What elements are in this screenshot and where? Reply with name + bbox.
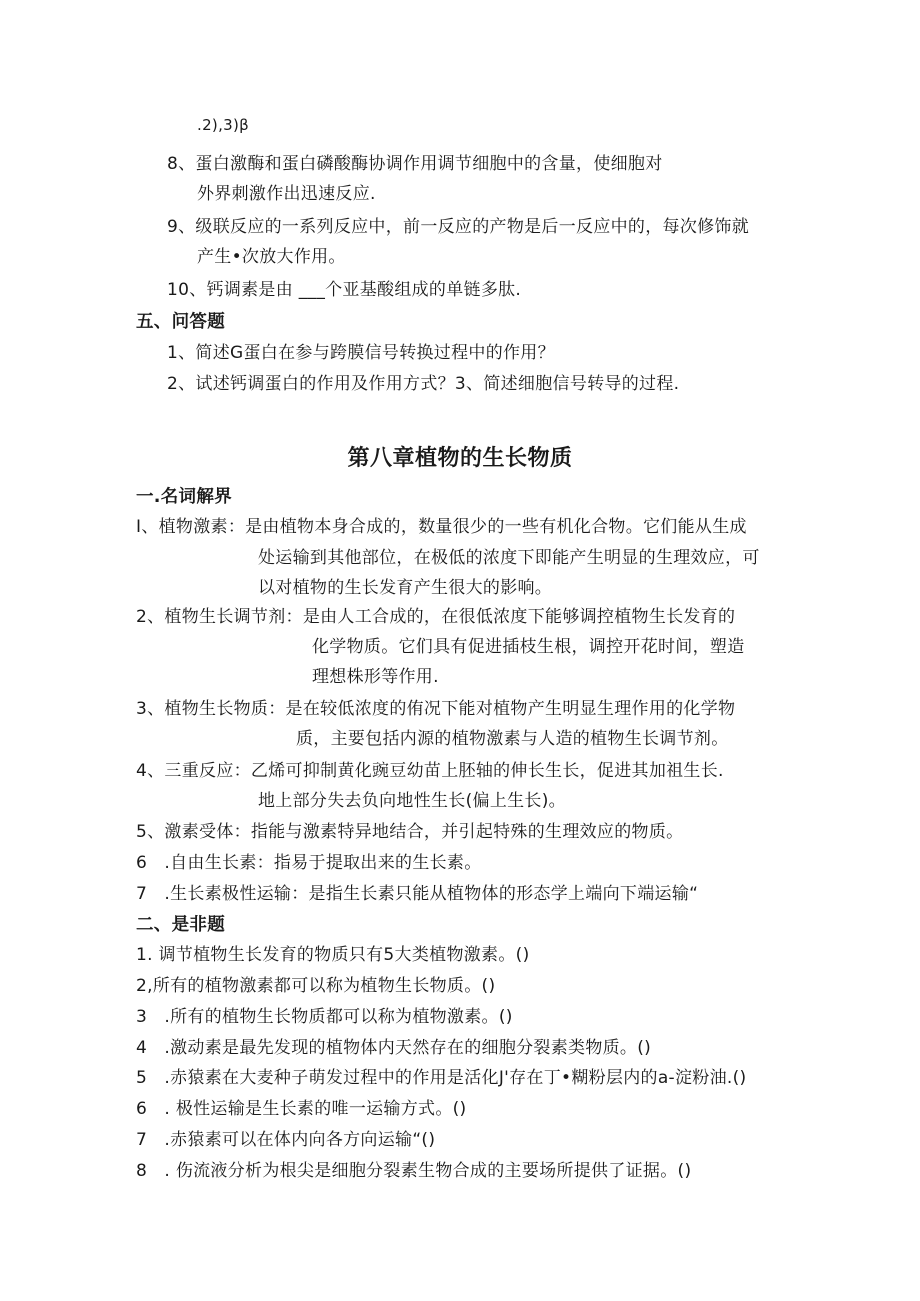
question-9-line-2: 产生•次放大作用。 xyxy=(197,247,346,267)
term-6: 6 .自由生长素：指易于提取出来的生长素。 xyxy=(136,853,482,873)
term-1-line-3: 以对植物的生长发育产生很大的影响。 xyxy=(258,578,553,598)
true-false-item-3: 3 .所有的植物生长物质都可以称为植物激素。() xyxy=(136,1007,513,1027)
term-5: 5、激素受体：指能与激素特异地结合，并引起特殊的生理效应的物质。 xyxy=(136,822,684,842)
essay-question-1: 1、简述G蛋白在参与跨膜信号转换过程中的作用？ xyxy=(167,343,555,363)
term-2-line-2: 化学物质。它们具有促进插枝生根，调控开花时间，塑造 xyxy=(312,637,745,657)
true-false-item-5: 5 .赤猿素在大麦种子萌发过程中的作用是活化J'存在丁•糊粉层内的a-淀粉油.() xyxy=(136,1068,747,1088)
question-10: 10、钙调素是由 ___个亚基酸组成的单链多肽. xyxy=(167,280,522,300)
true-false-item-1: 1. 调节植物生长发育的物质只有5大类植物激素。() xyxy=(136,945,530,965)
essay-question-2-3: 2、试述钙调蛋白的作用及作用方式？3、简述细胞信号转导的过程. xyxy=(167,374,680,394)
term-3-line-1: 3、植物生长物质：是在较低浓度的侑况下能对植物产生明显生理作用的化学物 xyxy=(136,699,736,719)
true-false-heading: 二、是非题 xyxy=(136,915,225,935)
chapter-title: 第八章植物的生长物质 xyxy=(347,446,573,471)
true-false-item-6: 6 . 极性运输是生长素的唯一运输方式。() xyxy=(136,1099,467,1119)
term-7: 7 .生长素极性运输：是指生长素只能从植物体的形态学上端向下端运输“ xyxy=(136,884,699,904)
term-4-line-1: 4、三重反应：乙烯可抑制黄化豌豆幼苗上胚轴的伸长生长，促进其加祖生长. xyxy=(136,761,724,781)
section-5-heading: 五、问答题 xyxy=(136,312,225,332)
true-false-item-2: 2,所有的植物激素都可以称为植物生长物质。() xyxy=(136,976,496,996)
question-8-line-1: 8、蛋白激酶和蛋白磷酸酶协调作用调节细胞中的含量，使细胞对 xyxy=(167,154,663,174)
true-false-item-4: 4 .激动素是最先发现的植物体内天然存在的细胞分裂素类物质。() xyxy=(136,1038,652,1058)
true-false-item-8: 8 . 伤流液分析为根尖是细胞分裂素生物合成的主要场所提供了证据。() xyxy=(136,1161,692,1181)
question-9-line-1: 9、级联反应的一系列反应中，前一反应的产物是后一反应中的，每次修饰就 xyxy=(167,217,750,237)
question-8-line-2: 外界刺激作出迅速反应. xyxy=(197,184,376,204)
term-2-line-3: 理想株形等作用. xyxy=(312,667,439,687)
term-1-line-1: I、植物激素：是由植物本身合成的，数量很少的一些有机化合物。它们能从生成 xyxy=(136,517,747,537)
terms-heading: 一.名词解界 xyxy=(136,487,232,507)
true-false-item-7: 7 .赤猿素可以在体内向各方向运输“() xyxy=(136,1130,436,1150)
term-2-line-1: 2、植物生长调节剂：是由人工合成的，在很低浓度下能够调控植物生长发育的 xyxy=(136,607,736,627)
term-1-line-2: 处运输到其他部位，在极低的浓度下即能产生明显的生理效应，可 xyxy=(258,548,760,568)
term-3-line-2: 质，主要包括内源的植物激素与人造的植物生长调节剂。 xyxy=(296,729,729,749)
term-4-line-2: 地上部分失去负向地性生长(偏上生长)。 xyxy=(258,791,566,811)
carry-over-fragment: .2),3)β xyxy=(197,116,249,134)
